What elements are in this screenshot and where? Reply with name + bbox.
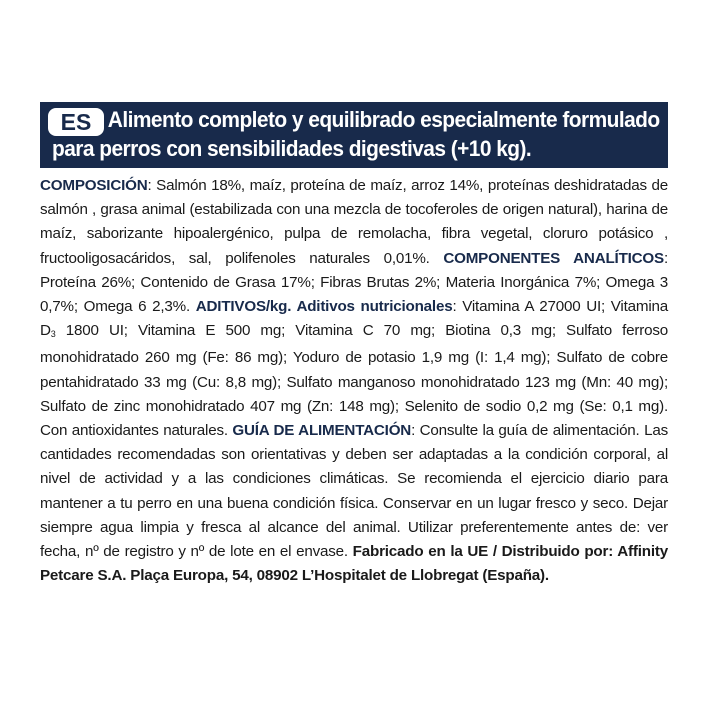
vitamin-d-subscript: 3: [50, 329, 56, 340]
composition-heading: COMPOSICIÓN: [40, 177, 148, 194]
banner-title-line-1: Alimento completo y equilibrado especialmente formulado: [107, 107, 660, 132]
title-banner: [40, 102, 668, 168]
composition-text: : Salmón 18%, maíz, proteína de maíz, arroz 14%, proteínas deshidratadas de salmón , grasa animal (estabilizada con una mezcla de tocoferoles de origen natural), harina de maíz, saborizante hipoalergénico, pulpa de remolacha, fibra vegetal, cloruro potásico , fructooligosacáridos, sal, polifenoles naturales 0,01%.: [40, 177, 668, 267]
additives-heading: ADITIVOS/kg. Aditivos nutricionales: [195, 298, 453, 316]
additives-text-b: 1800 UI; Vitamina E 500 mg; Vitamina C 70 mg; Biotina 0,3 mg; Sulfato ferroso monohidratado 260 mg (Fe: 86 mg); Yoduro de potasio 1,9 mg (I: 1,4 mg); Sulfato de cobre pentahidratado 33 mg (Cu: 8,8 mg); Sulfato manganoso monohidratado 123 mg (Mn: 40 mg); Sulfato de zinc monohidratado 407 mg (Zn: 148 mg); Selenito de sodio 0,2 mg (Se: 0,1 mg). Con antioxidantes naturales.: [40, 322, 668, 440]
language-badge: ES: [48, 108, 104, 136]
manufacturer-text: Fabricado en la UE / Distribuido por: Affinity Petcare S.A. Plaça Europa, 54, 08902 L’Hospitalet de Llobregat (España).: [40, 543, 668, 585]
analytical-heading: COMPONENTES ANALÍTICOS: [443, 249, 664, 267]
analytical-text: : Proteína 26%; Contenido de Grasa 17%; Fibras Brutas 2%; Materia Inorgánica 7%; Omega 3 0,7%; Omega 6 2,3%.: [40, 249, 669, 316]
feeding-heading: GUÍA DE ALIMENTACIÓN: [232, 422, 412, 440]
product-label: [40, 102, 668, 588]
banner-title-line-2: para perros con sensibilidades digestivas (+10 kg).: [52, 136, 532, 161]
feeding-text: : Consulte la guía de alimentación. Las cantidades recomendadas son orientativas y deben ser adaptadas a la condición corporal, al nivel de actividad y a las condiciones climáticas. Se recomienda el ejercicio diario para mantener a tu perro en una buena condición física. Conservar en un lugar fresco y seco. Dejar siempre agua limpia y fresca al alcance del animal. Utilizar preferentemente antes de: ver fecha, nº de registro y nº de lote en el envase.: [40, 422, 668, 561]
additives-text-a: : Vitamina A 27000 UI; Vitamina D: [40, 298, 668, 340]
label-body-text: [40, 174, 668, 588]
